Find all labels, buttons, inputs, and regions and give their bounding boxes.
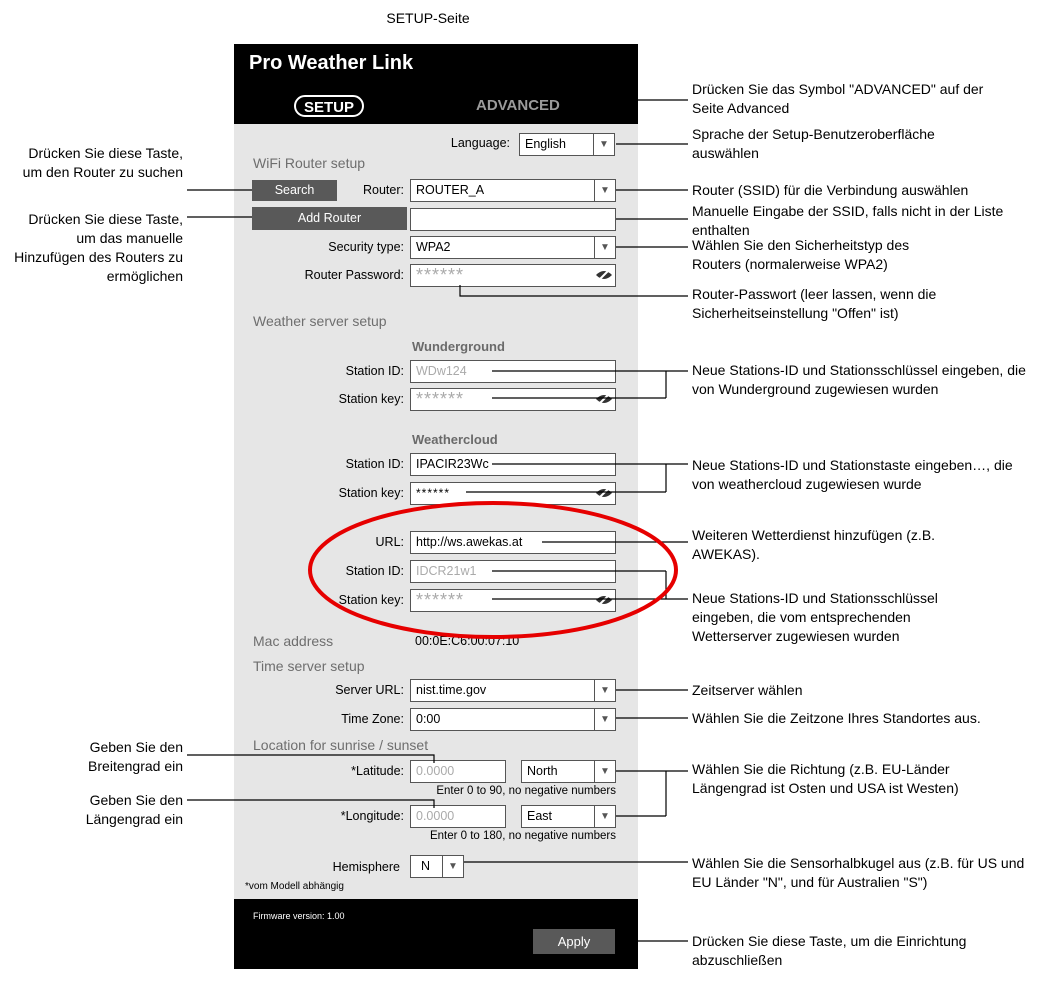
wunderground-station-key-label: Station key: bbox=[338, 392, 404, 406]
mac-address-value: 00:0E:C6:00:07:10 bbox=[415, 634, 520, 648]
annotation-security: Wählen Sie den Sicherheitstyp des Routers (normalerweise WPA2) bbox=[692, 237, 910, 272]
security-type-value: WPA2 bbox=[416, 240, 451, 254]
annotation-advanced: Drücken Sie das Symbol "ADVANCED" auf der Seite Advanced bbox=[692, 81, 984, 116]
custom-station-key-label: Station key: bbox=[338, 593, 404, 607]
weather-server-section-title: Weather server setup bbox=[253, 313, 387, 329]
annotation-search: Drücken Sie diese Taste, um den Router zu suchen bbox=[22, 145, 183, 180]
chevron-down-icon: ▼ bbox=[593, 134, 614, 155]
longitude-input[interactable]: 0.0000 bbox=[410, 805, 506, 828]
wunderground-title: Wunderground bbox=[412, 339, 505, 354]
page-title: SETUP-Seite bbox=[386, 10, 470, 26]
time-zone-label: Time Zone: bbox=[341, 712, 404, 726]
annotation-hemisphere: Wählen Sie die Sensorhalbkugel aus (z.B. für US und EU Länder "N", und für Australien "S") bbox=[692, 855, 1025, 890]
annotation-custom-station: Neue Stations-ID und Stationsschlüssel eingeben, die vom entsprechenden Wetterserver zugewiesen wurden bbox=[692, 590, 938, 644]
annotation-custom-url: Weiteren Wetterdienst hinzufügen (z.B. AWEKAS). bbox=[692, 527, 936, 562]
firmware-version: Firmware version: 1.00 bbox=[253, 911, 345, 921]
custom-url-label: URL: bbox=[375, 535, 404, 549]
router-password-label: Router Password: bbox=[304, 268, 404, 282]
annotation-router: Router (SSID) für die Verbindung auswählen bbox=[692, 182, 969, 198]
security-type-label: Security type: bbox=[328, 240, 404, 254]
latitude-direction-value: North bbox=[527, 764, 558, 778]
model-note: *vom Modell abhängig bbox=[245, 881, 344, 892]
weathercloud-title: Weathercloud bbox=[412, 432, 498, 447]
annotation-manual-ssid: Manuelle Eingabe der SSID, falls nicht in der Liste enthalten bbox=[692, 203, 1004, 238]
latitude-hint: Enter 0 to 90, no negative numbers bbox=[436, 785, 616, 797]
wifi-section-title: WiFi Router setup bbox=[253, 155, 366, 171]
station-key-mask: ****** bbox=[416, 486, 451, 500]
highlight-ellipse bbox=[310, 503, 676, 637]
chevron-down-icon: ▼ bbox=[594, 709, 615, 730]
server-url-label: Server URL: bbox=[335, 683, 404, 697]
server-url-value: nist.time.gov bbox=[416, 683, 487, 697]
router-value: ROUTER_A bbox=[416, 183, 485, 197]
tab-setup[interactable]: SETUP bbox=[294, 95, 364, 117]
annotation-add-router: Drücken Sie diese Taste, um das manuelle Hinzufügen des Routers zu ermöglichen bbox=[14, 211, 183, 284]
apply-button[interactable]: Apply bbox=[533, 929, 615, 954]
annotation-longitude: Geben Sie den Längengrad ein bbox=[85, 792, 183, 827]
annotation-latitude: Geben Sie den Breitengrad ein bbox=[88, 739, 183, 774]
annotation-weathercloud: Neue Stations-ID und Stationstaste eingeben…, die von weathercloud zugewiesen wurde bbox=[692, 457, 1013, 492]
annotation-password: Router-Passwort (leer lassen, wenn die Sicherheitseinstellung "Offen" ist) bbox=[692, 286, 937, 321]
app-title: Pro Weather Link bbox=[249, 52, 414, 74]
longitude-label: *Longitude: bbox=[340, 809, 404, 823]
chevron-down-icon: ▼ bbox=[442, 856, 463, 877]
location-section-title: Location for sunrise / sunset bbox=[253, 737, 429, 753]
chevron-down-icon: ▼ bbox=[594, 680, 615, 701]
chevron-down-icon: ▼ bbox=[594, 237, 615, 258]
language-value: English bbox=[525, 137, 566, 151]
station-key-mask: ****** bbox=[416, 389, 465, 409]
annotation-wunderground: Neue Stations-ID und Stationsschlüssel eingeben, die von Wunderground zugewiesen wurden bbox=[692, 362, 1026, 397]
station-key-mask: ****** bbox=[416, 590, 465, 610]
custom-station-id-input[interactable]: IDCR21w1 bbox=[410, 560, 616, 583]
callout-line-latitude bbox=[187, 755, 434, 763]
annotation-time-zone: Wählen Sie die Zeitzone Ihres Standortes aus. bbox=[692, 710, 981, 726]
router-label: Router: bbox=[363, 183, 404, 197]
hemisphere-label: Hemisphere bbox=[332, 860, 400, 874]
time-zone-value: 0:00 bbox=[416, 712, 441, 726]
longitude-direction-value: East bbox=[527, 809, 553, 823]
hemisphere-value: N bbox=[421, 859, 431, 873]
custom-url-input[interactable]: http://ws.awekas.at bbox=[410, 531, 616, 554]
custom-station-id-label: Station ID: bbox=[345, 564, 404, 578]
longitude-hint: Enter 0 to 180, no negative numbers bbox=[429, 830, 616, 842]
wunderground-station-id-label: Station ID: bbox=[345, 364, 404, 378]
tab-advanced[interactable]: ADVANCED bbox=[476, 97, 560, 114]
mac-address-label: Mac address bbox=[253, 633, 334, 649]
chevron-down-icon: ▼ bbox=[594, 761, 615, 782]
callout-line-password bbox=[460, 285, 688, 296]
latitude-input[interactable]: 0.0000 bbox=[410, 760, 506, 783]
annotation-language: Sprache der Setup-Benutzeroberfläche auswählen bbox=[692, 126, 935, 161]
chevron-down-icon: ▼ bbox=[594, 180, 615, 201]
add-router-button[interactable]: Add Router bbox=[252, 207, 407, 230]
callout-line-longitude bbox=[187, 800, 434, 808]
chevron-down-icon: ▼ bbox=[594, 806, 615, 827]
search-button[interactable]: Search bbox=[252, 180, 337, 201]
latitude-label: *Latitude: bbox=[351, 764, 404, 778]
annotation-direction: Wählen Sie die Richtung (z.B. EU-Länder Längengrad ist Osten und USA ist Westen) bbox=[692, 761, 959, 796]
time-server-section-title: Time server setup bbox=[253, 658, 365, 674]
weathercloud-station-id-input[interactable]: IPACIR23Wc bbox=[410, 453, 616, 476]
wunderground-station-id-input[interactable]: WDw124 bbox=[410, 360, 616, 383]
language-label: Language: bbox=[450, 136, 510, 150]
weathercloud-station-key-label: Station key: bbox=[338, 486, 404, 500]
annotation-apply: Drücken Sie diese Taste, um die Einrichtung abzuschließen bbox=[692, 933, 967, 968]
annotation-time-server: Zeitserver wählen bbox=[692, 682, 803, 698]
password-mask: ****** bbox=[416, 265, 465, 285]
weathercloud-station-id-label: Station ID: bbox=[345, 457, 404, 471]
